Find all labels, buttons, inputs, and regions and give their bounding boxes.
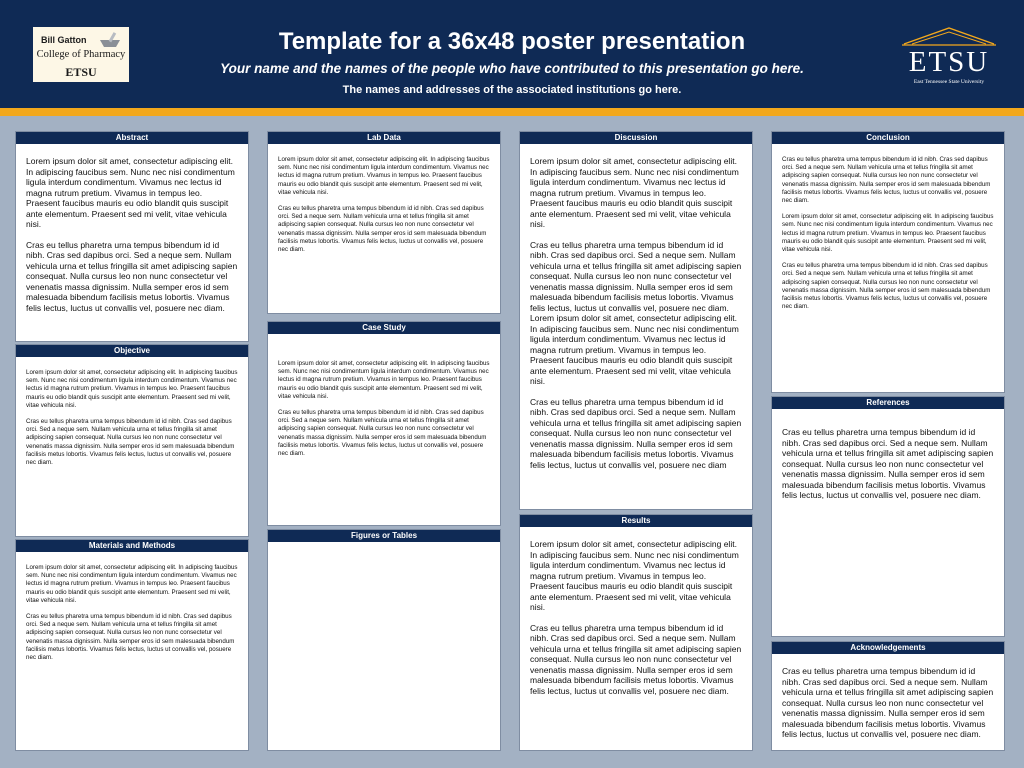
panel-body-discussion	[530, 156, 742, 470]
panel-body-lab-data	[278, 156, 490, 254]
panel-figures-tables	[267, 529, 501, 751]
panel-body-abstract	[26, 156, 238, 313]
panel-body-acknowledgements	[782, 666, 994, 740]
paragraph: Cras eu tellus pharetra urna tempus bibendum id id nibh. Cras sed dapibus orci. Sed a neque sem. Nullam vehicula urna et tellus fringilla sit amet adipiscing sapien consequat. Nulla cursus leo non nunc consectetur vel venenatis massa dignissim. Nulla semper eros id sem malesuada bibendum facilisis metus lobortis. Vivamus felis lectus, luctus ut convallis vel, posuere nec diam.	[782, 262, 991, 311]
panel-objective	[15, 344, 249, 537]
etsu-logo	[898, 26, 1000, 88]
panel-title-materials-methods: Materials and Methods	[16, 540, 248, 552]
panel-title-discussion: Discussion	[520, 132, 752, 144]
paragraph: Cras eu tellus pharetra urna tempus bibendum id id nibh. Cras sed dapibus orci. Sed a neque sem. Nullam vehicula urna et tellus fringilla sit amet adipiscing sapien consequat. Nulla cursus leo non nunc consectetur vel venenatis massa dignissim. Nulla semper eros id sem malesuada bibendum facilisis metus lobortis. Vivamus felis lectus, luctus ut convallis vel, posuere nec diam.	[782, 666, 994, 739]
paragraph: Cras eu tellus pharetra urna tempus bibendum id id nibh. Cras sed dapibus orci. Sed a neque sem. Nullam vehicula urna et tellus fringilla sit amet adipiscing sapien consequat. Nulla cursus leo non nunc consectetur vel venenatis massa dignissim. Nulla semper eros id sem malesuada bibendum facilisis metus lobortis. Vivamus felis lectus, luctus ut convallis vel, posuere nec diam	[530, 396, 742, 470]
poster-institutions: The names and addresses of the associated institutions go here.	[342, 84, 682, 96]
panel-title-conclusion: Conclusion	[772, 132, 1004, 144]
paragraph: Lorem ipsum dolor sit amet, consectetur adipiscing elit. In adipiscing faucibus sem. Nunc nec nisi condimentum ligula interdum condimentum. Vivamus nec lectus id magna rutrum pretium. Vivamus in tempus leo. Praesent faucibus mauris eu odio blandit quis suscipit ante elementum. Praesent sed mi velit, vitae vehicula nisi.	[26, 564, 238, 604]
logo-line-2: College of Pharmacy	[36, 49, 126, 60]
paragraph: Cras eu tellus pharetra urna tempus bibendum id id nibh. Cras sed dapibus orci. Sed a neque sem. Nullam vehicula urna et tellus fringilla sit amet adipiscing sapien consequat. Nulla cursus leo non nunc consectetur vel venenatis massa dignissim. Nulla semper eros id sem malesuada bibendum facilisis metus lobortis. Vivamus felis lectus, luctus ut convallis vel, posuere nec diam.	[26, 418, 235, 467]
panel-title-abstract: Abstract	[16, 132, 248, 144]
panel-title-lab-data: Lab Data	[268, 132, 500, 144]
etsu-logo-name: East Tennessee State University	[913, 79, 985, 85]
paragraph: Cras eu tellus pharetra urna tempus bibendum id id nibh. Cras sed dapibus orci. Sed a neque sem. Nullam vehicula urna et tellus fringilla sit amet adipiscing sapien consequat. Nulla cursus leo non nunc consectetur vel venenatis massa dignissim. Nulla semper eros id sem malesuada bibendum facilisis metus lobortis. Vivamus felis lectus, luctus ut convallis vel, posuere nec diam.	[26, 239, 238, 313]
panel-title-objective: Objective	[16, 345, 248, 357]
paragraph: Lorem ipsum dolor sit amet, consectetur adipiscing elit. In adipiscing faucibus sem. Nunc nec nisi condimentum ligula interdum condimentum. Vivamus nec lectus id magna rutrum pretium. Vivamus in tempus leo. Praesent faucibus mauris eu odio blandit quis suscipit ante elementum. Praesent sed mi velit, vitae vehicula nisi.	[782, 213, 994, 254]
panel-title-results: Results	[520, 515, 752, 527]
etsu-roof-icon	[898, 26, 1000, 46]
paragraph: Cras eu tellus pharetra urna tempus bibendum id id nibh. Cras sed dapibus orci. Sed a neque sem. Nullam vehicula urna et tellus fringilla sit amet adipiscing sapien consequat. Nulla cursus leo non nunc consectetur vel venenatis massa dignissim. Nulla semper eros id sem malesuada bibendum facilisis metus lobortis. Vivamus felis lectus, luctus ut convallis vel, posuere nec diam.	[782, 156, 991, 205]
panel-title-case-study: Case Study	[268, 322, 500, 334]
panel-lab-data	[267, 131, 501, 314]
panel-title-figures-tables: Figures or Tables	[268, 530, 500, 542]
panel-body-references	[782, 427, 994, 501]
poster-title: Template for a 36x48 poster presentation	[278, 28, 746, 55]
panel-body-case-study	[278, 360, 490, 458]
paragraph: Lorem ipsum dolor sit amet, consectetur adipiscing elit. In adipiscing faucibus sem. Nunc nec nisi condimentum ligula interdum condimentum. Vivamus nec lectus id magna rutrum pretium. Vivamus in tempus leo. Praesent faucibus mauris eu odio blandit quis suscipit ante elementum. Praesent sed mi velit, vitae vehicula nisi.	[278, 156, 490, 196]
paragraph: Cras eu tellus pharetra urna tempus bibendum id id nibh. Cras sed dapibus orci. Sed a neque sem. Nullam vehicula urna et tellus fringilla sit amet adipiscing sapien consequat. Nulla cursus leo non nunc consectetur vel venenatis massa dignissim. Nulla semper eros id sem malesuada bibendum facilisis metus lobortis. Vivamus felis lectus, luctus ut convallis vel, posuere nec diam.	[278, 409, 487, 458]
logo-line-3: ETSU	[65, 65, 97, 79]
panel-acknowledgements	[771, 641, 1005, 751]
paragraph: Lorem ipsum dolor sit amet, consectetur adipiscing elit. In adipiscing faucibus sem. Nunc nec nisi condimentum ligula interdum condimentum. Vivamus nec lectus id magna rutrum pretium. Vivamus in tempus leo. Praesent faucibus mauris eu odio blandit quis suscipit ante elementum. Praesent sed mi velit, vitae vehicula nisi.	[530, 539, 739, 612]
paragraph: Lorem ipsum dolor sit amet, consectetur adipiscing elit. In adipiscing faucibus sem. Nunc nec nisi condimentum ligula interdum condimentum. Vivamus nec lectus id magna rutrum pretium. Vivamus in tempus leo. Praesent faucibus mauris eu odio blandit quis suscipit ante elementum. Praesent sed mi velit, vitae vehicula nisi.	[26, 156, 235, 229]
panel-title-acknowledgements: Acknowledgements	[772, 642, 1004, 654]
poster-authors: Your name and the names of the people who have contributed to this presentation go here.	[220, 61, 804, 76]
paragraph: Cras eu tellus pharetra urna tempus bibendum id id nibh. Cras sed dapibus orci. Sed a neque sem. Nullam vehicula urna et tellus fringilla sit amet adipiscing sapien consequat. Nulla cursus leo non nunc consectetur vel venenatis massa dignissim. Nulla semper eros id sem malesuada bibendum facilisis metus lobortis. Vivamus felis lectus, luctus ut convallis vel, posuere nec diam.	[278, 205, 487, 254]
paragraph: Lorem ipsum dolor sit amet, consectetur adipiscing elit. In adipiscing faucibus sem. Nunc nec nisi condimentum ligula interdum condimentum. Vivamus nec lectus id magna rutrum pretium. Vivamus in tempus leo. Praesent faucibus mauris eu odio blandit quis suscipit ante elementum. Praesent sed mi velit, vitae vehicula nisi.	[530, 156, 739, 229]
etsu-logo-text: ETSU	[908, 46, 990, 78]
paragraph: Cras eu tellus pharetra urna tempus bibendum id id nibh. Cras sed dapibus orci. Sed a neque sem. Nullam vehicula urna et tellus fringilla sit amet adipiscing sapien consequat. Nulla cursus leo non nunc consectetur vel venenatis massa dignissim. Nulla semper eros id sem malesuada bibendum facilisis metus lobortis. Vivamus felis lectus, luctus ut convallis vel, posuere nec diam. Lorem ipsum dolor sit amet, consectetur adipiscing elit. In adipiscing faucibus sem. Nunc nec nisi condimentum ligula interdum condimentum. Vivamus nec lectus id magna rutrum pretium. Vivamus in tempus leo. Praesent faucibus mauris eu odio blandit quis suscipit ante elementum. Praesent sed mi velit, vitae vehicula nisi.	[530, 239, 742, 386]
panel-materials-methods	[15, 539, 249, 751]
panel-body-results	[530, 539, 742, 696]
paragraph: Cras eu tellus pharetra urna tempus bibendum id id nibh. Cras sed dapibus orci. Sed a neque sem. Nullam vehicula urna et tellus fringilla sit amet adipiscing sapien consequat. Nulla cursus leo non nunc consectetur vel venenatis massa dignissim. Nulla semper eros id sem malesuada bibendum facilisis metus lobortis. Vivamus felis lectus, luctus ut convallis vel, posuere nec diam.	[530, 622, 742, 696]
paragraph: Cras eu tellus pharetra urna tempus bibendum id id nibh. Cras sed dapibus orci. Sed a neque sem. Nullam vehicula urna et tellus fringilla sit amet adipiscing sapien consequat. Nulla cursus leo non nunc consectetur vel venenatis massa dignissim. Nulla semper eros id sem malesuada bibendum facilisis metus lobortis. Vivamus felis lectus, luctus ut convallis vel, posuere nec diam.	[782, 427, 994, 500]
panel-body-materials-methods	[26, 564, 238, 662]
panel-references	[771, 396, 1005, 637]
paragraph: Lorem ipsum dolor sit amet, consectetur adipiscing elit. In adipiscing faucibus sem. Nunc nec nisi condimentum ligula interdum condimentum. Vivamus nec lectus id magna rutrum pretium. Vivamus in tempus leo. Praesent faucibus mauris eu odio blandit quis suscipit ante elementum. Praesent sed mi velit, vitae vehicula nisi.	[26, 369, 238, 409]
panel-body-conclusion	[782, 156, 994, 311]
paragraph: Lorem ipsum dolor sit amet, consectetur adipiscing elit. In adipiscing faucibus sem. Nunc nec nisi condimentum ligula interdum condimentum. Vivamus nec lectus id magna rutrum pretium. Vivamus in tempus leo. Praesent faucibus mauris eu odio blandit quis suscipit ante elementum. Praesent sed mi velit, vitae vehicula nisi.	[278, 360, 490, 400]
paragraph: Cras eu tellus pharetra urna tempus bibendum id id nibh. Cras sed dapibus orci. Sed a neque sem. Nullam vehicula urna et tellus fringilla sit amet adipiscing sapien consequat. Nulla cursus leo non nunc consectetur vel venenatis massa dignissim. Nulla semper eros id sem malesuada bibendum facilisis metus lobortis. Vivamus felis lectus, luctus ut convallis vel, posuere nec diam.	[26, 613, 235, 662]
header-accent-line	[0, 108, 1024, 116]
panel-body-objective	[26, 369, 238, 467]
panel-results	[519, 514, 753, 751]
panel-title-references: References	[772, 397, 1004, 409]
panel-case-study	[267, 321, 501, 526]
panel-discussion	[519, 131, 753, 510]
panel-abstract	[15, 131, 249, 342]
panel-conclusion	[771, 131, 1005, 393]
logo-line-1: Bill Gatton	[41, 35, 87, 45]
